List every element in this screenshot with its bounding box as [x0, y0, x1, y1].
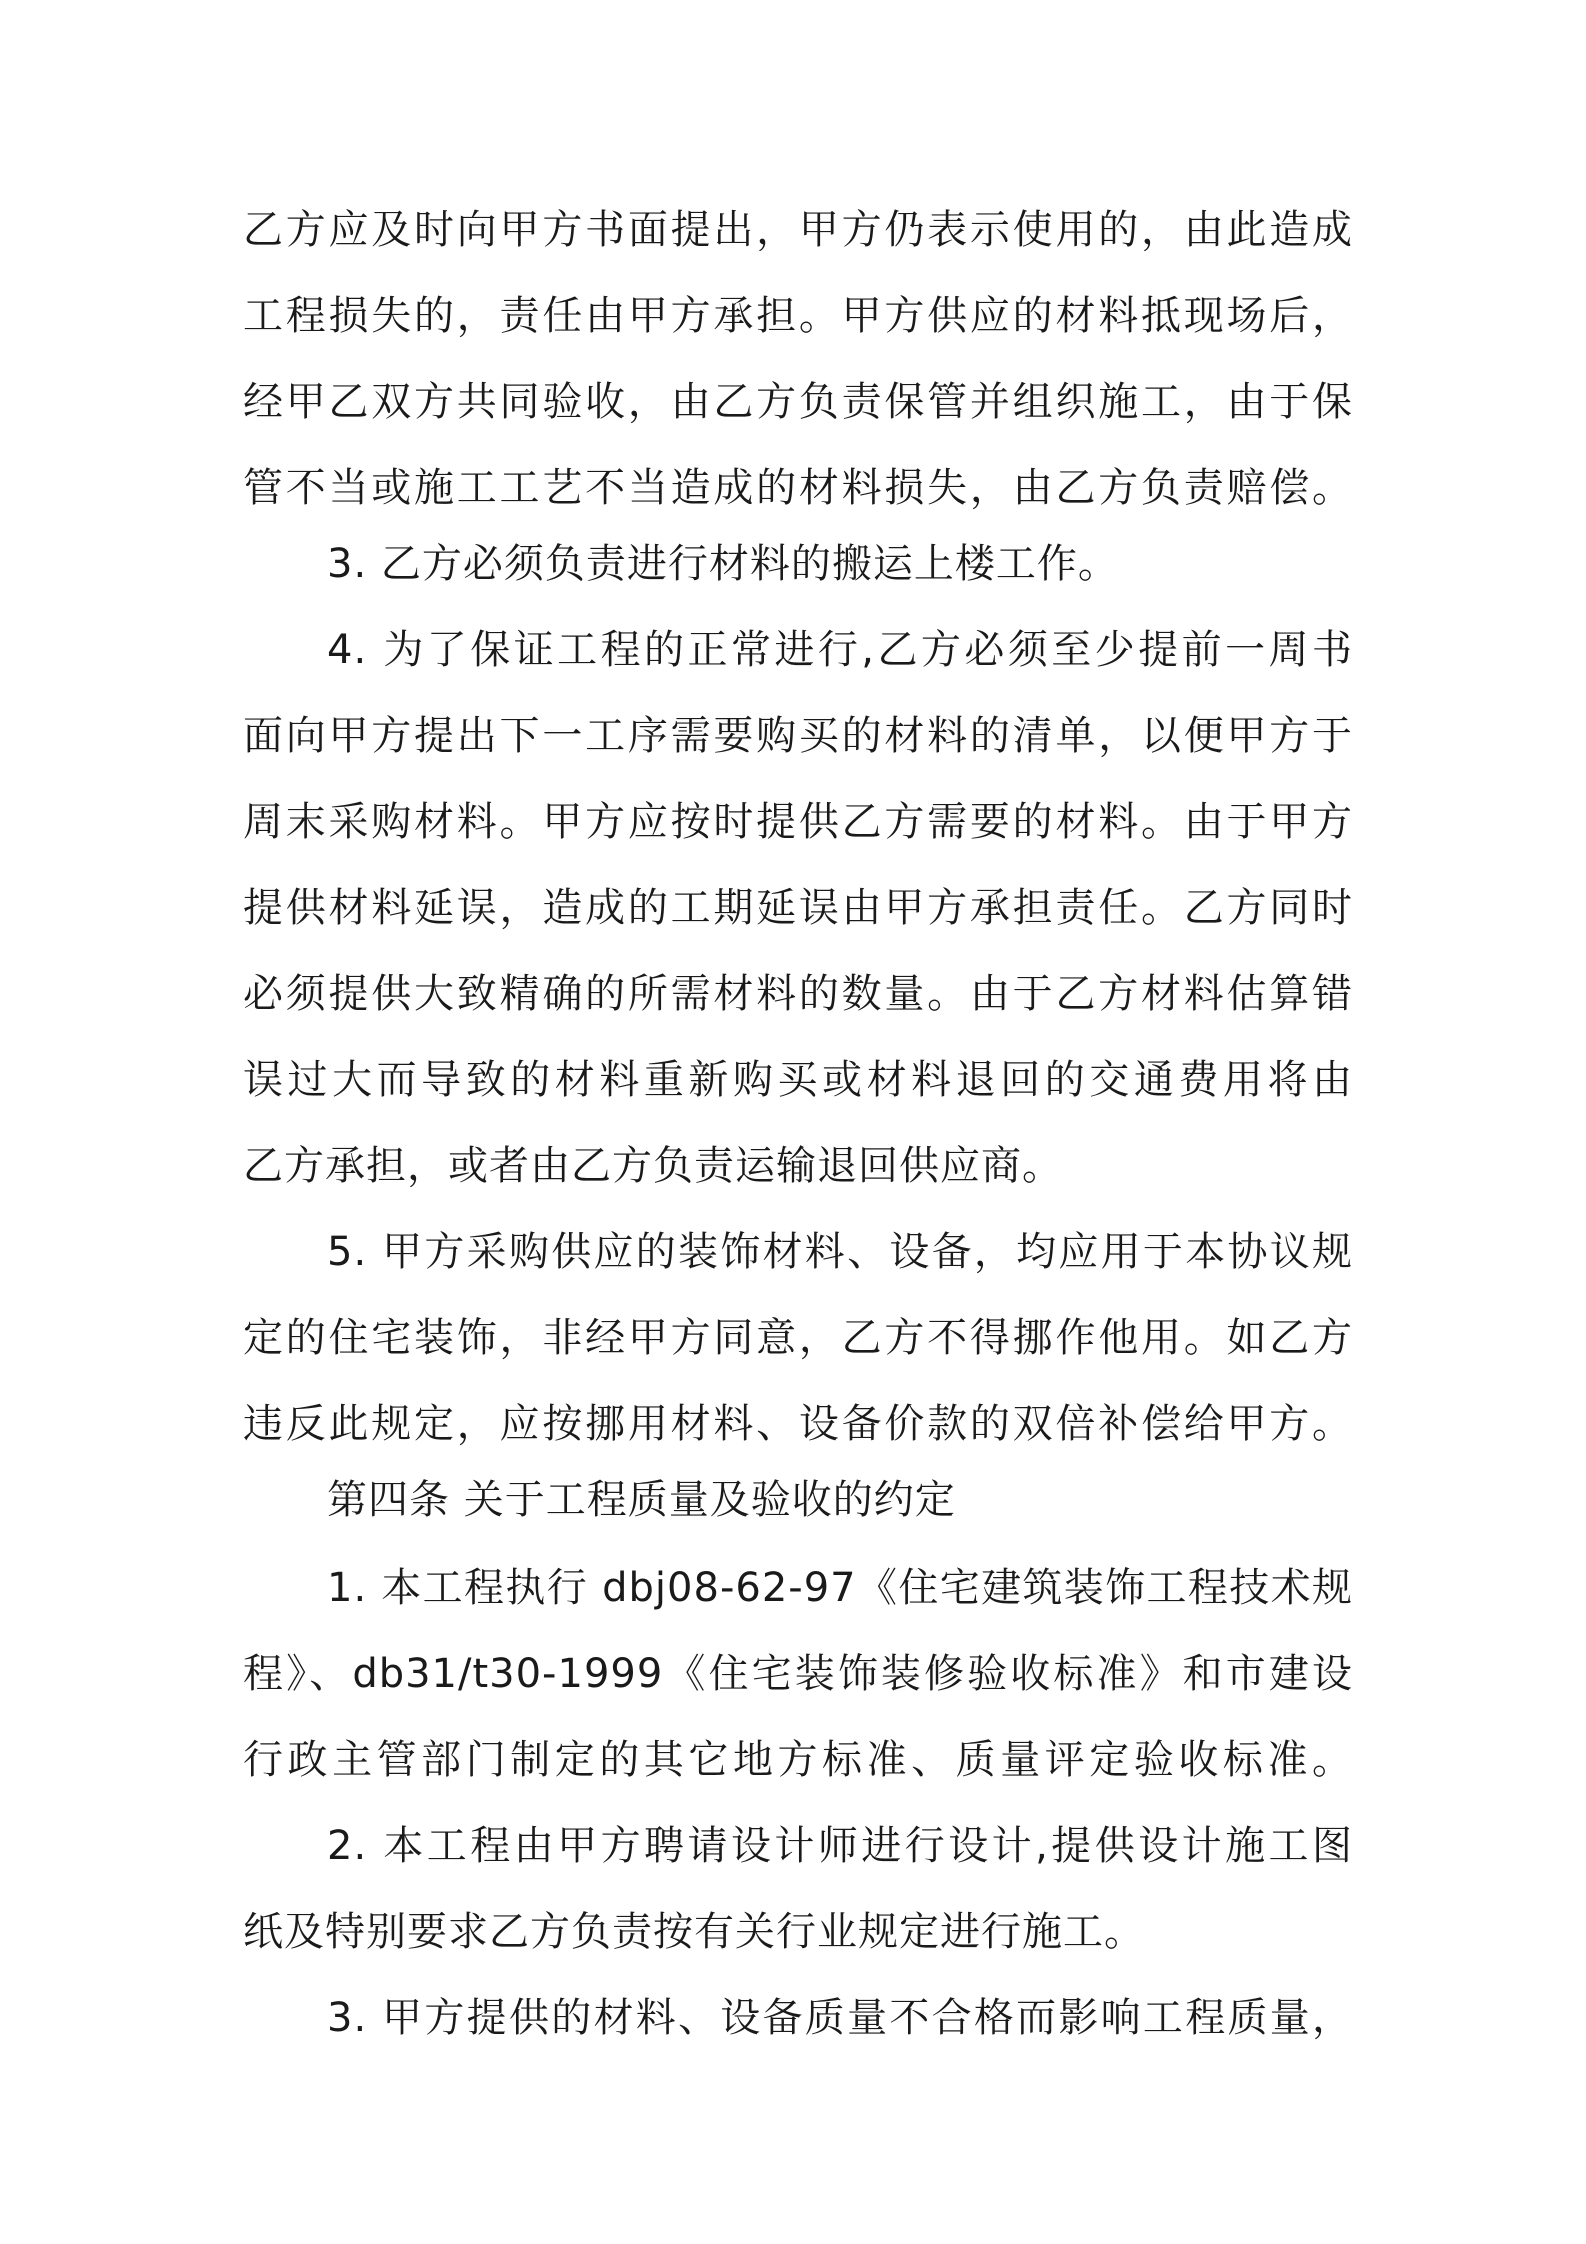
- text-line-2: 工程损失的，责任由甲方承担。甲方供应的材料抵现场后，: [243, 293, 1353, 339]
- text-line-9: 提供材料延误，造成的工期延误由甲方承担责任。乙方同时: [243, 885, 1353, 931]
- text-line-12: 乙方承担，或者由乙方负责运输退回供应商。: [243, 1143, 1063, 1189]
- text-line-7: 面向甲方提出下一工序需要购买的材料的清单，以便甲方于: [243, 713, 1353, 759]
- text-line-8: 周末采购材料。甲方应按时提供乙方需要的材料。由于甲方: [243, 799, 1353, 845]
- text-line-3: 经甲乙双方共同验收，由乙方负责保管并组织施工，由于保: [243, 379, 1353, 425]
- section-heading: 第四条 关于工程质量及验收的约定: [327, 1477, 956, 1523]
- text-line-17: 1. 本工程执行 dbj08-62-97《住宅建筑装饰工程技术规: [327, 1565, 1353, 1611]
- text-line-4: 管不当或施工工艺不当造成的材料损失，由乙方负责赔偿。: [243, 465, 1353, 511]
- text-line-13: 5. 甲方采购供应的装饰材料、设备，均应用于本协议规: [327, 1229, 1353, 1275]
- text-line-20: 2. 本工程由甲方聘请设计师进行设计,提供设计施工图: [327, 1823, 1353, 1869]
- text-line-22: 3. 甲方提供的材料、设备质量不合格而影响工程质量，: [327, 1995, 1353, 2041]
- text-line-10: 必须提供大致精确的所需材料的数量。由于乙方材料估算错: [243, 971, 1353, 1017]
- text-line-15: 违反此规定，应按挪用材料、设备价款的双倍补偿给甲方。: [243, 1401, 1353, 1447]
- text-line-19: 行政主管部门制定的其它地方标准、质量评定验收标准。: [243, 1737, 1353, 1783]
- text-line-6: 4. 为了保证工程的正常进行,乙方必须至少提前一周书: [327, 627, 1353, 673]
- text-line-11: 误过大而导致的材料重新购买或材料退回的交通费用将由: [243, 1057, 1353, 1103]
- text-line-18: 程》、db31/t30-1999《住宅装饰装修验收标准》和市建设: [243, 1651, 1353, 1697]
- text-line-1: 乙方应及时向甲方书面提出，甲方仍表示使用的，由此造成: [243, 207, 1353, 253]
- text-line-5: 3. 乙方必须负责进行材料的搬运上楼工作。: [327, 541, 1119, 587]
- text-line-21: 纸及特别要求乙方负责按有关行业规定进行施工。: [243, 1909, 1145, 1955]
- text-line-14: 定的住宅装饰，非经甲方同意，乙方不得挪作他用。如乙方: [243, 1315, 1353, 1361]
